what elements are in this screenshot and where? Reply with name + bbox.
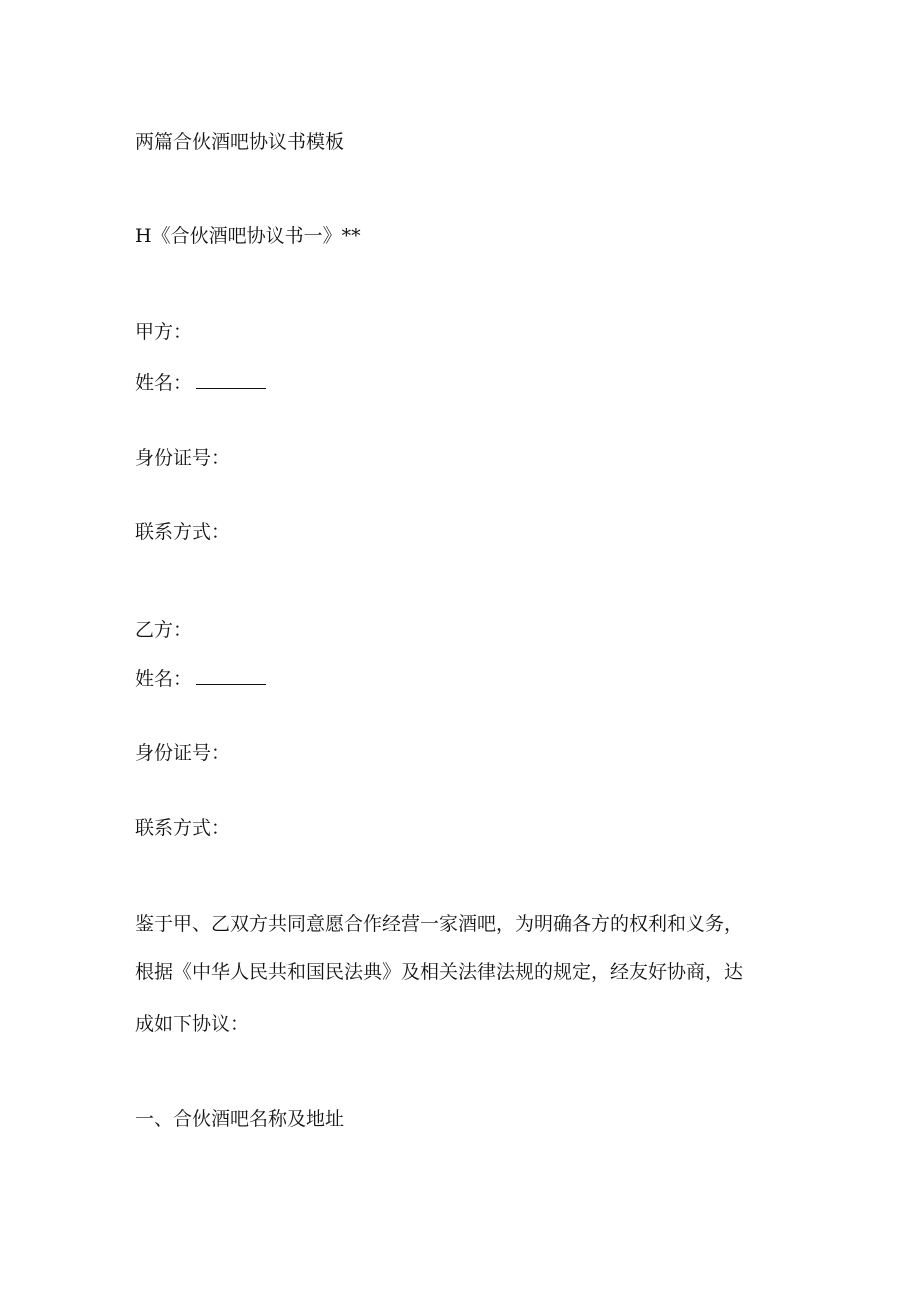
party-b-heading: 乙方： <box>135 619 193 641</box>
document-subtitle: H《合伙酒吧协议书一》** <box>135 225 361 247</box>
document-title: 两篇合伙酒吧协议书模板 <box>135 131 345 153</box>
party-a-contact-label: 联系方式： <box>135 521 231 543</box>
preamble-line-3: 成如下协议： <box>135 1013 250 1035</box>
party-a-name-label: 姓名： <box>135 372 193 394</box>
party-b-name-row <box>135 666 266 691</box>
party-b-id-label: 身份证号： <box>135 742 231 764</box>
party-b-name-blank <box>196 666 266 685</box>
party-b-contact-label: 联系方式： <box>135 817 231 839</box>
party-b-name-label: 姓名： <box>135 668 193 690</box>
preamble-line-2: 根据《中华人民共和国民法典》及相关法律法规的规定，经友好协商，达 <box>135 961 744 983</box>
party-a-id-label: 身份证号： <box>135 447 231 469</box>
party-a-heading: 甲方： <box>135 321 193 343</box>
party-a-name-row <box>135 370 266 395</box>
preamble-line-1: 鉴于甲、乙双方共同意愿合作经营一家酒吧，为明确各方的权利和义务， <box>135 913 744 935</box>
section-1-heading: 一、合伙酒吧名称及地址 <box>135 1108 345 1130</box>
party-a-name-blank <box>196 370 266 389</box>
